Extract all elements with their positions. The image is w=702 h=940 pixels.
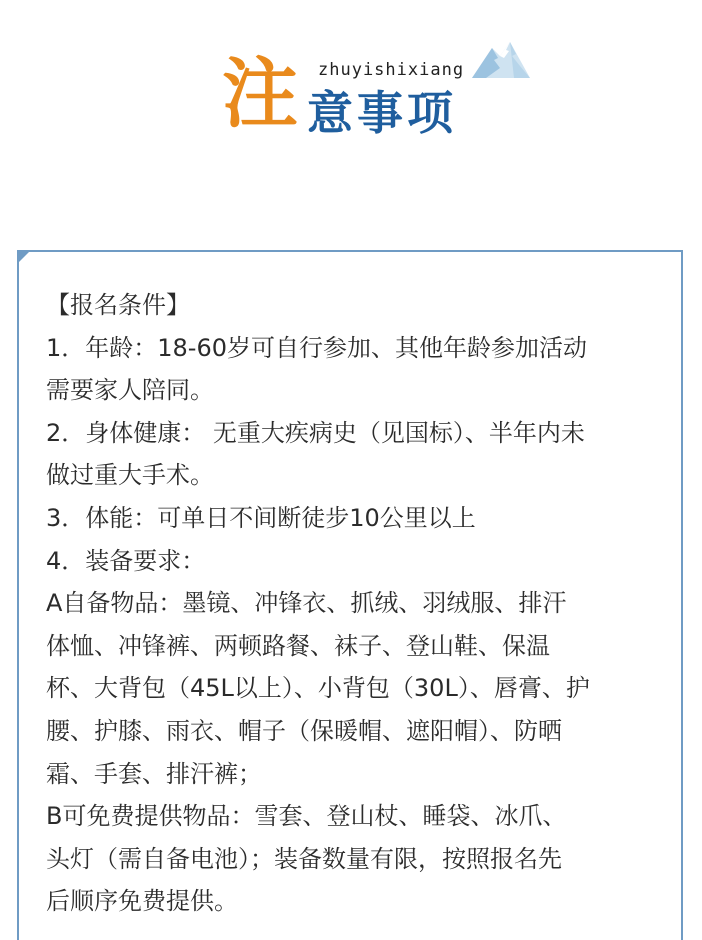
title-block xyxy=(0,0,702,180)
title-first-character: 注 xyxy=(222,49,298,138)
text-line: 腰、护膝、雨衣、帽子（保暖帽、遮阳帽）、防晒 xyxy=(46,716,562,745)
text-line: 2．身体健康： 无重大疾病史（见国标）、半年内未 xyxy=(46,418,585,447)
text-line: 1．年龄：18-60岁可自行参加、其他年龄参加活动 xyxy=(46,333,588,362)
title-pinyin: zhuyishixiang xyxy=(318,60,465,80)
title-remaining-characters: 意事项 xyxy=(307,86,457,140)
text-line: A自备物品：墨镜、冲锋衣、抓绒、羽绒服、排汗 xyxy=(46,589,567,618)
mountain-icon xyxy=(470,38,532,80)
section-title: 【报名条件】 xyxy=(46,291,190,319)
text-line: 4．装备要求： xyxy=(46,546,206,575)
text-line: 3．体能：可单日不间断徒步10公里以上 xyxy=(46,503,476,532)
text-line: 霜、手套、排汗裤； xyxy=(46,759,262,788)
text-line: 杯、大背包（45L以上）、小背包（30L）、唇膏、护 xyxy=(46,674,590,703)
text-line: 体恤、冲锋裤、两顿路餐、袜子、登山鞋、保温 xyxy=(46,631,550,660)
text-line: 后顺序免费提供。 xyxy=(46,887,238,916)
conditions-text xyxy=(46,284,666,923)
text-line: 需要家人陪同。 xyxy=(46,376,214,405)
text-line: B可免费提供物品：雪套、登山杖、睡袋、冰爪、 xyxy=(46,802,567,831)
text-line: 做过重大手术。 xyxy=(46,461,214,490)
card-corner-decoration xyxy=(17,250,37,270)
text-line: 头灯（需自备电池）；装备数量有限，按照报名先 xyxy=(46,844,562,873)
